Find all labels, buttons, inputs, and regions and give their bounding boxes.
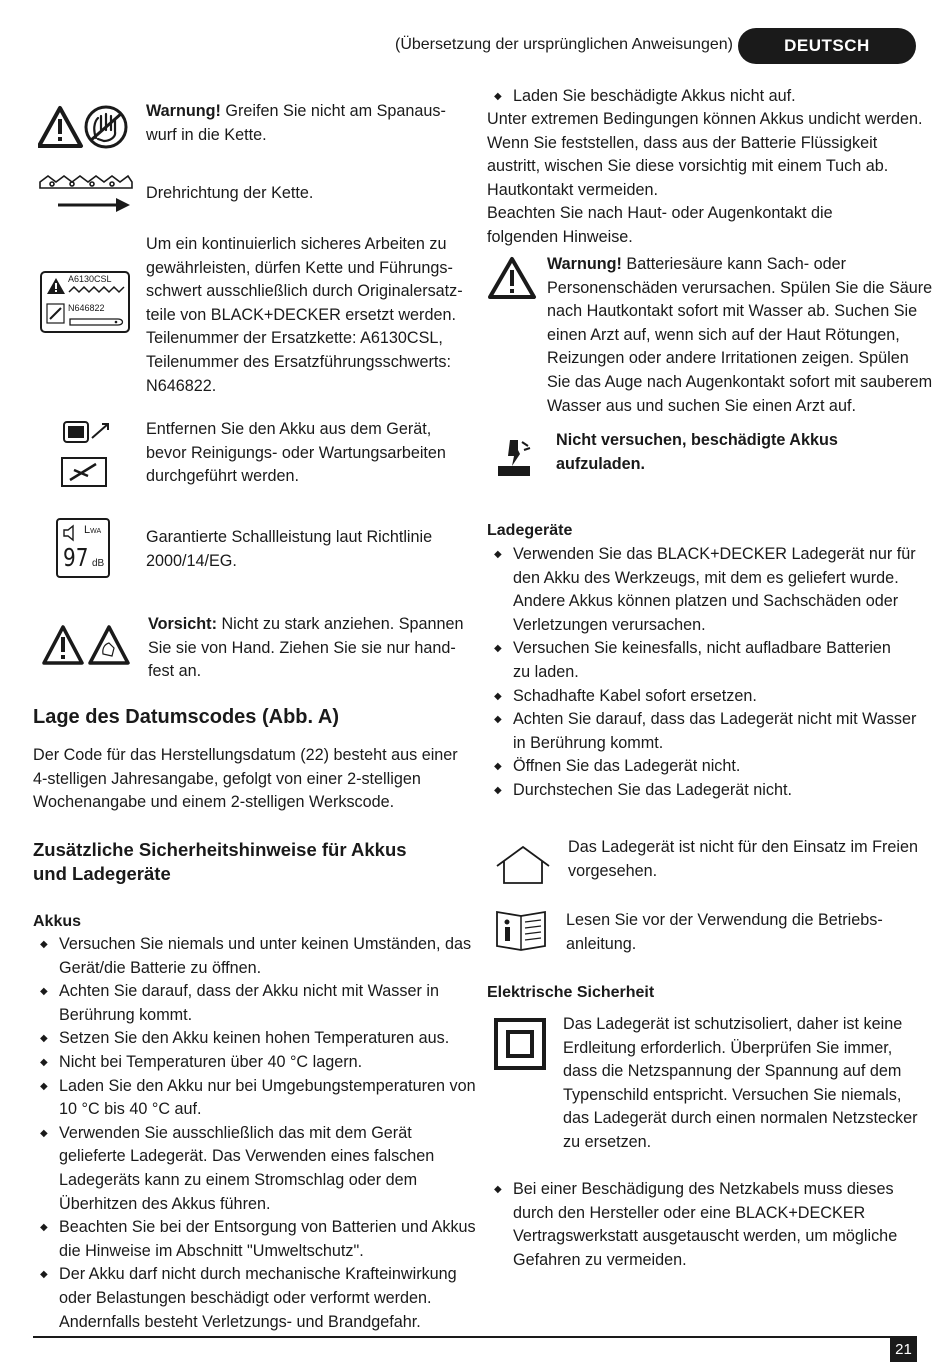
house-indoor-icon	[494, 844, 552, 886]
remove-battery-icon	[54, 416, 114, 490]
warning-triangle-icon	[488, 255, 538, 301]
caution-label: Vorsicht:	[148, 615, 217, 633]
top-bullet-list	[486, 85, 926, 109]
sound-unit: dB	[92, 558, 105, 569]
akkus-list	[32, 933, 476, 1334]
footer-rule	[33, 1336, 917, 1338]
caution-icons	[42, 624, 132, 668]
read-manual-text: Lesen Sie vor der Verwendung die Betriebs- anleitung.	[566, 911, 883, 953]
sound-value: 97	[63, 543, 89, 572]
sound-power-icon	[56, 518, 110, 578]
list-item: ◆ Achten Sie darauf, dass das Ladegerät nicht mit Wasser in Berührung kommt.	[486, 708, 926, 755]
list-item: ◆ Nicht bei Temperaturen über 40 °C lagern.	[32, 1051, 472, 1075]
list-item: ◆ Setzen Sie den Akku keinen hohen Temperaturen aus.	[32, 1027, 472, 1051]
read-manual-icon	[494, 908, 548, 952]
bar-outline-icon	[68, 317, 126, 327]
glove-icon	[86, 107, 126, 147]
list-item: ◆ Versuchen Sie keinesfalls, nicht aufladbare Batterien zu laden.	[486, 637, 926, 684]
parts-label-icon	[40, 271, 130, 333]
language-badge: DEUTSCH	[738, 28, 916, 64]
caution-text: Vorsicht: Nicht zu stark anziehen. Spannen Sie sie von Hand. Ziehen Sie sie nur hand- fest an.	[148, 615, 464, 681]
date-code-text: Der Code für das Herstellungsdatum (22) besteht aus einer 4-stelligen Jahresangabe, gefolgt von einer 2-stelligen Wochenangabe und einem 2-stelligen Werkscode.	[33, 746, 458, 812]
no-charge-damaged-icon	[492, 436, 536, 480]
warning-label: Warnung!	[146, 102, 221, 120]
list-item: ◆ Versuchen Sie niemals und unter keinen Umständen, das Gerät/die Batterie zu öffnen.	[32, 933, 472, 980]
sound-label-wa: WA	[90, 528, 102, 535]
part-label-bar: N646822	[68, 303, 105, 313]
list-item: ◆ Beachten Sie bei der Entsorgung von Batterien und Akkus die Hinweise im Abschnitt "Umweltschutz".	[32, 1216, 472, 1263]
list-item: ◆ Laden Sie den Akku nur bei Umgebungstemperaturen von 10 °C bis 40 °C auf.	[32, 1075, 472, 1122]
extreme-conditions-text: Unter extremen Bedingungen können Akkus undicht werden. Wenn Sie feststellen, dass aus der Batterie Flüssigkeit austritt, wischen Sie diese vorsichtig mit einem Tuch ab. Hautkontakt vermeiden. Beachten Sie nach Haut- oder Augenkontakt die folgenden Hinweise.	[487, 110, 923, 246]
no-charge-damaged-text: Nicht versuchen, beschädigte Akkus aufzuladen.	[556, 431, 838, 473]
list-item: ◆ Verwenden Sie ausschließlich das mit dem Gerät gelieferte Ladegerät. Das Verwenden eines falschen Ladegeräts kann zu einem Stromschlag oder dem Überhitzen des Akkus führen.	[32, 1122, 472, 1216]
list-item: ◆ Öffnen Sie das Ladegerät nicht.	[486, 755, 926, 779]
double-insulated-text: Das Ladegerät ist schutzisoliert, daher ist keine Erdleitung erforderlich. Überprüfen Sie immer, dass die Netzspannung der Spannung auf dem Typenschild entspricht. Versuchen Sie niemals, das Ladegerät durch einen normalen Netzstecker zu ersetzen.	[563, 1015, 918, 1151]
chain-parts-text: Um ein kontinuierlich sicheres Arbeiten zu gewährleisten, dürfen Kette und Führungs- schwert ausschließlich durch Originalersatz- teile von BLACK+DECKER ersetzt werden. Teilenummer der Ersatzkette: A6130CSL, Teilenummer des Ersatzführungsschwerts: N646822.	[146, 235, 463, 395]
cable-damage-list	[486, 1178, 926, 1272]
chain-direction-icon	[38, 170, 134, 216]
warning-label: Warnung!	[547, 255, 622, 273]
akkus-heading: Akkus	[33, 913, 82, 930]
electrical-heading: Elektrische Sicherheit	[487, 984, 655, 1001]
double-insulation-icon	[494, 1018, 546, 1070]
sound-power-text: Garantierte Schallleistung laut Richtlinie 2000/14/EG.	[146, 528, 433, 570]
list-item: ◆ Verwenden Sie das BLACK+DECKER Ladegerät nur für den Akku des Werkzeugs, mit dem es geliefert wurde. Andere Akkus können platzen und Sachschäden oder Verletzungen verursachen.	[486, 543, 926, 637]
list-item: ◆ Bei einer Beschädigung des Netzkabels muss dieses durch den Hersteller oder eine BLACK+DECKER Vertragswerkstatt ausgetauscht werden, um mögliche Gefahren zu vermeiden.	[486, 1178, 926, 1272]
speaker-icon	[62, 524, 78, 542]
remove-battery-text: Entfernen Sie den Akku aus dem Gerät, bevor Reinigungs- oder Wartungsarbeiten durchgeführt werden.	[146, 420, 446, 486]
list-item: ◆ Schadhafte Kabel sofort ersetzen.	[486, 685, 926, 709]
chargers-list	[486, 543, 926, 803]
warning-glove-icons	[38, 104, 128, 150]
warning-triangle-icon	[46, 277, 66, 295]
chain-icon	[68, 285, 126, 295]
sound-label-l: L	[84, 524, 91, 536]
part-label-chain: A6130CSL	[68, 274, 112, 284]
date-code-heading: Lage des Datumscodes (Abb. A)	[33, 706, 339, 728]
indoor-only-text: Das Ladegerät ist nicht für den Einsatz im Freien vorgesehen.	[568, 838, 918, 880]
chargers-heading: Ladegeräte	[487, 522, 573, 539]
list-item: ◆ Der Akku darf nicht durch mechanische Krafteinwirkung oder Belastungen beschädigt oder verformt werden. Andernfalls besteht Verletzungs- und Brandgefahr.	[32, 1263, 472, 1334]
header-subtitle: (Übersetzung der ursprünglichen Anweisungen)	[395, 36, 733, 53]
warning-triangle-icon	[44, 627, 82, 663]
guide-bar-icon	[46, 303, 66, 325]
page-number: 21	[890, 1338, 917, 1362]
list-item: ◆ Laden Sie beschädigte Akkus nicht auf.	[486, 85, 926, 109]
warning-triangle-icon	[39, 108, 81, 146]
list-item: ◆ Achten Sie darauf, dass der Akku nicht mit Wasser in Berührung kommt.	[32, 980, 472, 1027]
hand-tighten-icon	[90, 627, 128, 663]
warning-acid-text: Warnung! Batteriesäure kann Sach- oder Personenschäden verursachen. Spülen Sie die Säure nach Hautkontakt sofort mit Wasser ab. Suchen Sie einen Arzt auf, wenn sich auf der Haut Rötungen, Reizungen oder andere Irritationen zeigen. Spülen Sie das Auge nach Augenkontakt sofort mit sauberem Wasser aus und suchen Sie einen Arzt auf.	[547, 255, 933, 415]
list-item: ◆ Durchstechen Sie das Ladegerät nicht.	[486, 779, 926, 803]
extra-safety-heading: Zusätzliche Sicherheitshinweise für Akkus und Ladegeräte	[33, 839, 407, 884]
chain-direction-text: Drehrichtung der Kette.	[146, 184, 314, 202]
warning-chain-text: Warnung! Greifen Sie nicht am Spanaus- wurf in die Kette.	[146, 102, 446, 144]
